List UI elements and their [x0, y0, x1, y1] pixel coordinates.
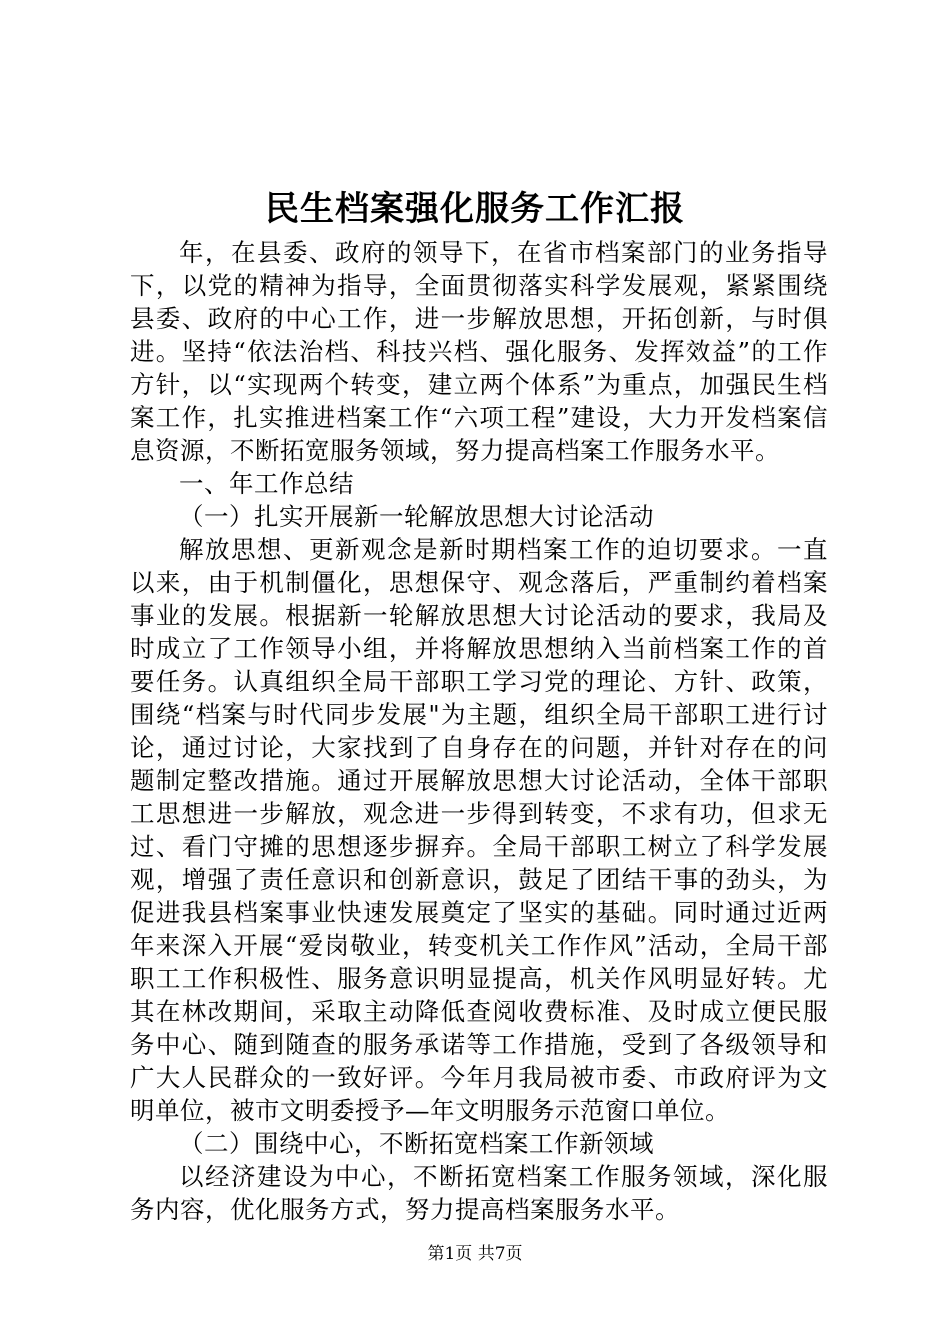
body-paragraph: 解放思想、更新观念是新时期档案工作的迫切要求。一直以来，由于机制僵化，思想保守、观念落后，严重制约着档案事业的发展。根据新一轮解放思想大讨论活动的要求，我局及时成立了工作领导小组，并将解放思想纳入当前档案工作的首要任务。认真组织全局干部职工学习党的理论、方针、政策，围绕“档案与时代同步发展"为主题，组织全局干部职工进行讨论，通过讨论，大家找到了自身存在的问题，并针对存在的问题制定整改措施。通过开展解放思想大讨论活动，全体干部职工思想进一步解放，观念进一步得到转变，不求有功，但求无过、看门守摊的思想逐步摒弃。全局干部职工树立了科学发展观，增强了责任意识和创新意识，鼓足了团结干事的劲头，为促进我县档案事业快速发展奠定了坚实的基础。同时通过近两年来深入开展“爱岗敬业，转变机关工作作风”活动，全局干部职工工作积极性、服务意识明显提高，机关作风明显好转。尤其在林改期间，采取主动降低查阅收费标准、及时成立便民服务中心、随到随查的服务承诺等工作措施，受到了各级领导和广大人民群众的一致好评。今年月我局被市委、市政府评为文明单位，被市文明委授予—年文明服务示范窗口单位。 — [130, 535, 828, 1125]
intro-paragraph: 年，在县委、政府的领导下，在省市档案部门的业务指导下，以党的精神为指导，全面贯彻落实科学发展观，紧紧围绕县委、政府的中心工作，进一步解放思想，开拓创新，与时俱进。坚持“依法治档、科技兴档、强化服务、发挥效益”的工作方针，以“实现两个转变，建立两个体系”为重点，加强民生档案工作，扎实推进档案工作“六项工程”建设，大力开发档案信息资源，不断拓宽服务领域，努力提高档案工作服务水平。 — [130, 238, 828, 465]
document-title: 民生档案强化服务工作汇报 — [265, 189, 685, 229]
document-body — [130, 236, 828, 1226]
section-heading: 一、年工作总结 — [179, 469, 354, 498]
subsection-heading: （二）围绕中心，不断拓宽档案工作新领域 — [179, 1129, 654, 1158]
subsection-heading: （一）扎实开展新一轮解放思想大讨论活动 — [179, 502, 654, 531]
page-number: 第1页 共7页 — [427, 1244, 523, 1264]
body-paragraph: 以经济建设为中心，不断拓宽档案工作服务领域，深化服务内容，优化服务方式，努力提高档案服务水平。 — [130, 1162, 828, 1224]
